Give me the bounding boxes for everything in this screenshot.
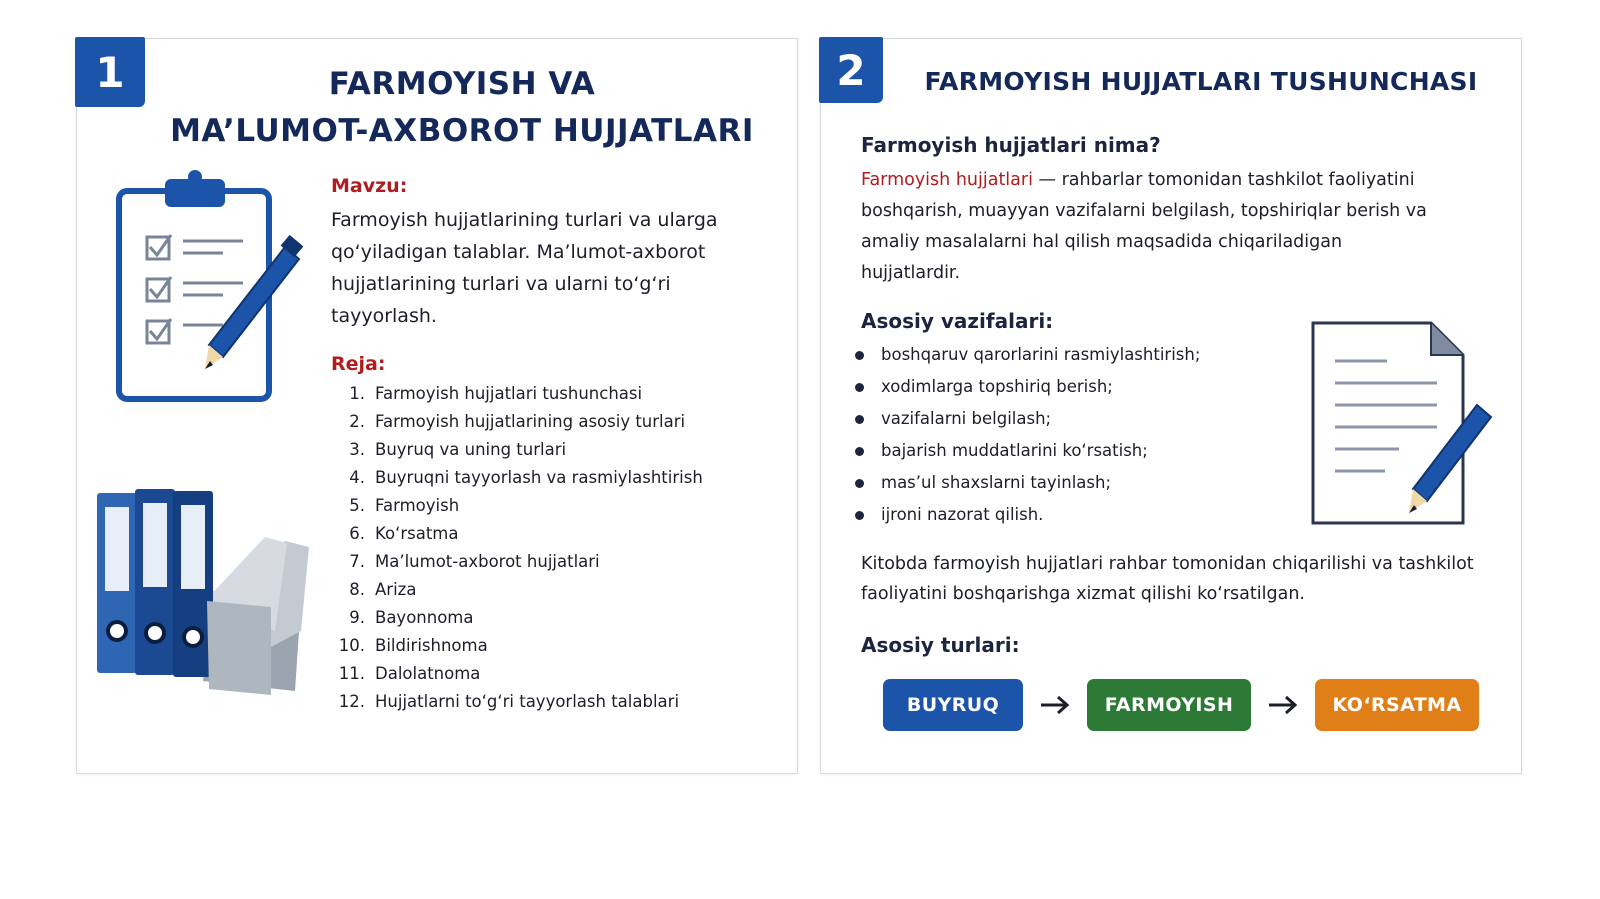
- definition-term: Farmoyish hujjatlari: [861, 170, 1033, 190]
- plan-item-text: Bildirishnoma: [375, 636, 488, 655]
- task-item: [855, 435, 1285, 467]
- plan-item: [331, 492, 771, 520]
- document-icon: [1309, 321, 1499, 527]
- plan-item-number: 3.: [349, 440, 365, 459]
- plan-item-number: 11.: [338, 664, 365, 683]
- task-item-text: xodimlarga topshiriq berish;: [881, 377, 1113, 396]
- plan-item-text: Farmoyish hujjatlari tushunchasi: [375, 384, 643, 403]
- plan-item-text: Farmoyish hujjatlarining asosiy turlari: [375, 412, 686, 431]
- clipboard-checklist-icon: [113, 169, 303, 409]
- plan-item: [331, 520, 771, 548]
- task-item-text: mas’ul shaxslarni tayinlash;: [881, 473, 1112, 492]
- book-note: Kitobda farmoyish hujjatlari rahbar tomonidan chiqarilishi va tashkilot faoliyatini boshqarishga xizmat qilishi ko‘rsatilgan.: [861, 554, 1474, 604]
- task-item: [855, 371, 1285, 403]
- types-heading: Asosiy turlari:: [861, 633, 1020, 657]
- plan-item-text: Ma’lumot-axborot hujjatlari: [375, 552, 600, 571]
- type-pill-korsatma: KO‘RSATMA: [1315, 679, 1479, 731]
- binders-icon: [95, 481, 315, 701]
- plan-item-text: Buyruq va uning turlari: [375, 440, 567, 459]
- plan-item: [331, 548, 771, 576]
- plan-item-number: 7.: [349, 552, 365, 571]
- task-item: [855, 467, 1285, 499]
- bullet-icon: [855, 447, 864, 456]
- plan-item-text: Dalolatnoma: [375, 664, 481, 683]
- task-item-text: bajarish muddatlarini ko‘rsatish;: [881, 441, 1148, 460]
- title-line-2: MA’LUMOT-AXBOROT HUJJATLARI: [170, 113, 754, 149]
- plan-label: Reja:: [331, 353, 386, 375]
- bullet-icon: [855, 351, 864, 360]
- slide-number-badge: 1: [75, 37, 145, 107]
- bullet-icon: [855, 511, 864, 520]
- task-item-text: boshqaruv qarorlarini rasmiylashtirish;: [881, 345, 1201, 364]
- types-flow: [883, 679, 1479, 731]
- definition-text: [861, 165, 1441, 289]
- plan-item-text: Buyruqni tayyorlash va rasmiylashtirish: [375, 468, 703, 487]
- plan-item: [331, 604, 771, 632]
- bullet-icon: [855, 415, 864, 424]
- definition-body: — rahbarlar tomonidan tashkilot faoliyatini boshqarish, muayyan vazifalarni belgilash, topshiriqlar berish va amaliy masalalarni hal qilish maqsadida chiqariladigan hujjatlardir.: [861, 170, 1427, 283]
- topic-label: Mavzu:: [331, 175, 408, 197]
- plan-item: [331, 408, 771, 436]
- plan-item: [331, 688, 771, 716]
- plan-item-number: 8.: [349, 580, 365, 599]
- task-item: [855, 339, 1285, 371]
- plan-item-number: 9.: [349, 608, 365, 627]
- task-item: [855, 403, 1285, 435]
- plan-item: [331, 464, 771, 492]
- plan-item-number: 4.: [349, 468, 365, 487]
- plan-list: [331, 380, 771, 716]
- plan-item-number: 2.: [349, 412, 365, 431]
- plan-item: [331, 436, 771, 464]
- bullet-icon: [855, 383, 864, 392]
- plan-item-number: 6.: [349, 524, 365, 543]
- tasks-list: [855, 339, 1285, 531]
- bullet-icon: [855, 479, 864, 488]
- plan-item-text: Ko‘rsatma: [375, 524, 459, 543]
- type-pill-buyruq: BUYRUQ: [883, 679, 1023, 731]
- plan-item-text: Farmoyish: [375, 496, 460, 515]
- plan-item: [331, 576, 771, 604]
- document-tray-icon: [207, 601, 271, 695]
- title-line-1: FARMOYISH VA: [328, 66, 596, 102]
- tasks-heading: Asosiy vazifalari:: [861, 309, 1054, 333]
- plan-item-number: 12.: [338, 692, 365, 711]
- topic-text: Farmoyish hujjatlarining turlari va ularga qo‘yiladigan talablar. Ma’lumot-axborot hujjatlarining turlari va ularni to‘g‘ri tayyorlash.: [331, 209, 718, 327]
- plan-item-number: 5.: [349, 496, 365, 515]
- plan-item: [331, 632, 771, 660]
- slide-card-2: [820, 38, 1522, 774]
- plan-item-text: Ariza: [375, 580, 417, 599]
- type-pill-farmoyish: FARMOYISH: [1087, 679, 1251, 731]
- task-item-text: ijroni nazorat qilish.: [881, 505, 1044, 524]
- arrow-right-icon: [1023, 695, 1087, 715]
- slide-title: [147, 61, 777, 155]
- plan-item-number: 1.: [349, 384, 365, 403]
- question-heading: Farmoyish hujjatlari nima?: [861, 133, 1161, 157]
- plan-item-text: Hujjatlarni to‘g‘ri tayyorlash talablari: [375, 692, 680, 711]
- arrow-right-icon: [1251, 695, 1315, 715]
- slide-number-badge: 2: [819, 37, 883, 103]
- plan-item-text: Bayonnoma: [375, 608, 474, 627]
- plan-item: [331, 660, 771, 688]
- task-item-text: vazifalarni belgilash;: [881, 409, 1052, 428]
- plan-item: [331, 380, 771, 408]
- slide-title: FARMOYISH HUJJATLARI TUSHUNCHASI: [924, 67, 1478, 96]
- slide-card-1: [76, 38, 798, 774]
- task-item: [855, 499, 1285, 531]
- plan-item-number: 10.: [338, 636, 365, 655]
